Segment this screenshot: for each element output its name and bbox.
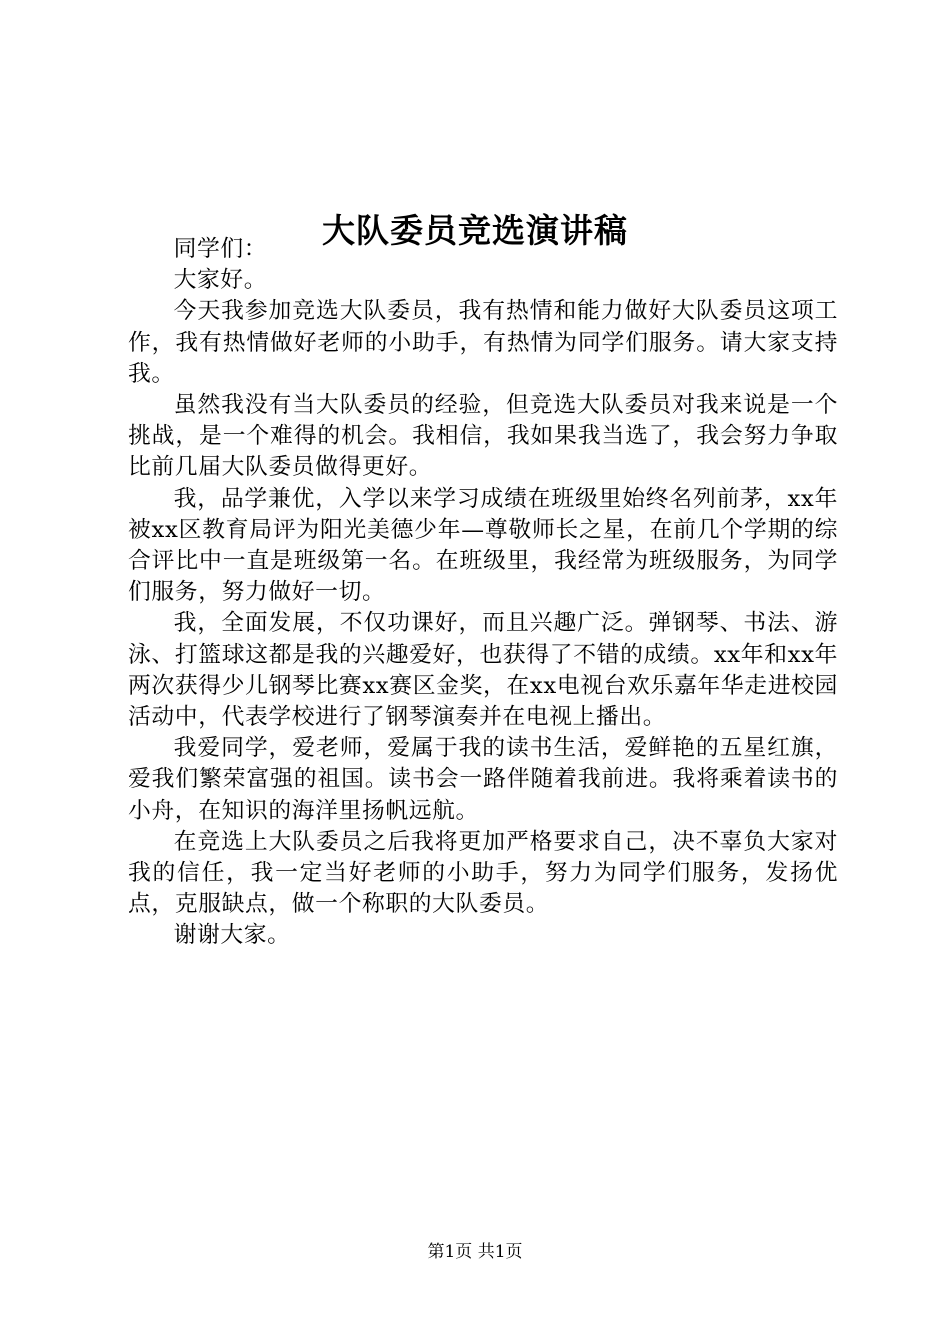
paragraph-thanks: 谢谢大家。	[173, 922, 291, 949]
paragraph-greeting: 大家好。	[173, 267, 268, 294]
page-number-footer: 第1页 共1页	[427, 1242, 523, 1262]
paragraph-intro: 今天我参加竞选大队委员，我有热情和能力做好大队委员这项工作，我有热情做好老师的小助手，有热情为同学们服务。请大家支持我。	[128, 298, 838, 387]
document-body	[128, 234, 838, 952]
paragraph-experience: 虽然我没有当大队委员的经验，但竞选大队委员对我来说是一个挑战，是一个难得的机会。我相信，我如果我当选了，我会努力争取比前几届大队委员做得更好。	[128, 392, 838, 481]
paragraph-hobbies: 我，全面发展，不仅功课好，而且兴趣广泛。弹钢琴、书法、游泳、打篮球这都是我的兴趣爱好，也获得了不错的成绩。xx年和xx年两次获得少儿钢琴比赛xx赛区金奖，在xx电视台欢乐嘉年华走进校园活动中，代表学校进行了钢琴演奏并在电视上播出。	[128, 610, 838, 731]
paragraph-salutation: 同学们：	[173, 236, 268, 262]
paragraph-love: 我爱同学，爱老师，爱属于我的读书生活，爱鲜艳的五星红旗，爱我们繁荣富强的祖国。读书会一路伴随着我前进。我将乘着读书的小舟，在知识的海洋里扬帆远航。	[128, 735, 838, 824]
paragraph-promise: 在竞选上大队委员之后我将更加严格要求自己，决不辜负大家对我的信任，我一定当好老师的小助手，努力为同学们服务，发扬优点，克服缺点，做一个称职的大队委员。	[128, 828, 838, 918]
paragraph-academics: 我，品学兼优，入学以来学习成绩在班级里始终名列前茅，xx年被xx区教育局评为阳光美德少年—尊敬师长之星，在前几个学期的综合评比中一直是班级第一名。在班级里，我经常为班级服务，为同学们服务，努力做好一切。	[128, 485, 838, 606]
document-title: 大队委员竞选演讲稿	[322, 211, 628, 251]
